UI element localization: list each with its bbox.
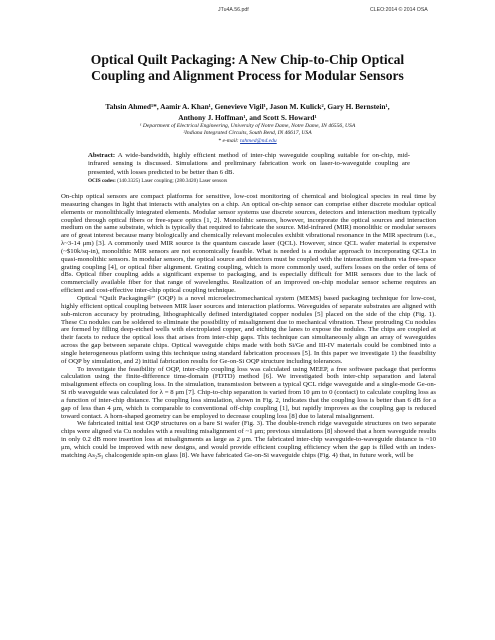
title-line-1: Optical Quilt Packaging: A New Chip-to-Chip Optical — [90, 52, 405, 67]
header-file-id: JTu4A.56.pdf — [218, 7, 249, 13]
authors-line-1: Tahsin Ahmed¹*, Aamir A. Khan¹, Genevieve Vigil¹, Jason M. Kulick², Gary H. Bernstein¹, — [105, 102, 390, 111]
abstract-label: Abstract: — [88, 152, 116, 159]
abstract — [88, 152, 410, 177]
paragraph-oqp: Optical “Quilt Packaging®” (OQP) is a novel microelectromechanical system (MEMS) based packaging technique for low-cost, highly efficient optical coupling between MIR laser sources and interaction platforms. Waveguides of separate substrates are aligned with sub-micron accuracy by protruding, lithographically defined interdigitated copper nodules [5] placed on the side of the chip (Fig. 1). These Cu nodules can be soldered to eliminate the possibility of misalignment due to mechanical vibration. These protruding Cu nodules are formed by filling deep-etched wells with electroplated copper, and etching the lanes to expose the nodules. The chips are coupled at their facets to reduce the optical loss that arises from inter-chip gaps. This technique can simultaneously align an array of waveguides across the gap between separate chips. Optical waveguide chips made with both Si/Ge and III-IV materials could be combined into a single heterogeneous platform using this technique using standard fabrication processes [5]. In this paper we investigate 1) the feasibility of OQP by simulation, and 2) initial fabrication results for Ge-on-Si OQP structure including tolerances. — [61, 294, 436, 365]
affiliation-1: ¹ Department of Electrical Engineering, University of Notre Dame, Notre Dame, IN 46556, USA — [139, 123, 356, 129]
ocis-text: (140.3325) Laser coupling; (280.3420) Laser sensors — [117, 178, 228, 184]
affiliation-2: ²Indiana Integrated Circuits, South Bend, IN 46617, USA — [183, 130, 312, 137]
ocis-label: OCIS codes: — [88, 178, 116, 184]
author-list — [40, 102, 455, 123]
authors-line-2: Anthony J. Hoffman¹, and Scott S. Howard¹ — [178, 112, 317, 122]
abstract-text: A wide-bandwidth, highly efficient method of inter-chip waveguide coupling suitable for on-chip, mid-infrared sensing is discussed. Simulations and preliminary fabrication work on laser-to-waveguide coupling are presented, with losses predicted to be better than 6 dB. — [88, 152, 410, 176]
title-line-2: Coupling and Alignment Process for Modular Sensors — [91, 68, 404, 83]
email-link[interactable]: tahmed@nd.edu — [240, 137, 277, 144]
paragraph-intro: On-chip optical sensors are compact platforms for sensitive, low-cost monitoring of chemical and biological species in real time by measuring changes in light that interacts with analytes on a chip. An optical on-chip sensor can comprise either discrete modular optical elements or monolithically integrated elements. Modular sensor systems use discrete sources, detectors and interaction medium typically coupled through optical fibers or free-space optics [1, 2]. Monolithic sensors, however, incorporate the optical sources and interaction medium on the same substrate, which is typically that required to fabricate the source. Mid-infrared (MIR) monolithic or modular sensors are of great interest because many biologically and chemically relevant molecules exhibit vibrational resonance in the MIR spectrum (i.e., λ~3-14 μm) [3]. A commonly used MIR source is the quantum cascade laser (QCL). However, since QCL wafer material is expensive (~$10k/sq-in), monolithic MIR sensors are not economically feasible. What is needed is a modular approach to incorporating QCLs in quasi-monolithic sensors. In modular sensors, the optical source and detectors must be coupled with the interaction medium via free-space grating coupling [4], or optical fiber alignment. Grating coupling, which is more commonly used, suffers losses on the order of tens of dBs. Optical fiber coupling adds a significant expense to packaging, and is especially difficult for MIR sensors due to the lack of commercially available fiber for that range of wavelengths. Realization of an improved on-chip modular sensor scheme requires an efficient and cost-effective inter-chip optical coupling technique. — [61, 193, 436, 295]
affiliations — [40, 123, 455, 145]
header-conference: CLEO:2014 © 2014 OSA — [370, 7, 428, 13]
paper-title — [40, 52, 455, 84]
ocis-codes — [88, 178, 410, 185]
email-label: * e-mail: — [218, 137, 239, 144]
email-line — [40, 138, 455, 145]
paragraph-simulation: To investigate the feasibility of OQP, inter-chip coupling loss was calculated using MEEP, a free software package that performs calculation using the finite-difference time-domain (FDTD) method [6]. We investigated both inter-chip separation and lateral misalignment effects on coupling loss. In the simulation, transmission between a typical QCL ridge waveguide and a single-mode Ge-on-Si rib waveguide was calculated for λ = 8 μm [7]. Chip-to-chip separation is varied from 10 μm to 0 (contact) to calculate coupling loss as a function of inter-chip distance. The coupling loss simulation, shown in Fig. 2, indicates that the coupling loss is better than 6 dB for a gap of less than 4 μm, which is comparable to conventional off-chip coupling [1], but rapidly improves as the coupling gap is reduced toward contact. A horn-shaped geometry can be employed to decrease coupling loss [8] due to lateral misalignment. — [61, 365, 436, 420]
paragraph-fabrication: We fabricated initial test OQP structures on a bare Si wafer (Fig. 3). The double-trench ridge waveguide structures on two separate chips were aligned via Cu nodules with a resulting misalignment of ~1 μm; previous simulations [8] showed that a horn waveguide results in only 0.2 dB more insertion loss at misalignments as large as 2 μm. The fabricated inter-chip waveguide-to-waveguide distance is ~10 μm, which could be improved with new designs, and would provide efficient coupling efficiency when the gap is filled with an index-matching As₂S₃ chalcogenide spin-on glass [8]. We have fabricated Ge-on-Si waveguide chips (Fig. 4) that, in future work, will be — [61, 420, 436, 459]
body-text — [61, 193, 436, 460]
